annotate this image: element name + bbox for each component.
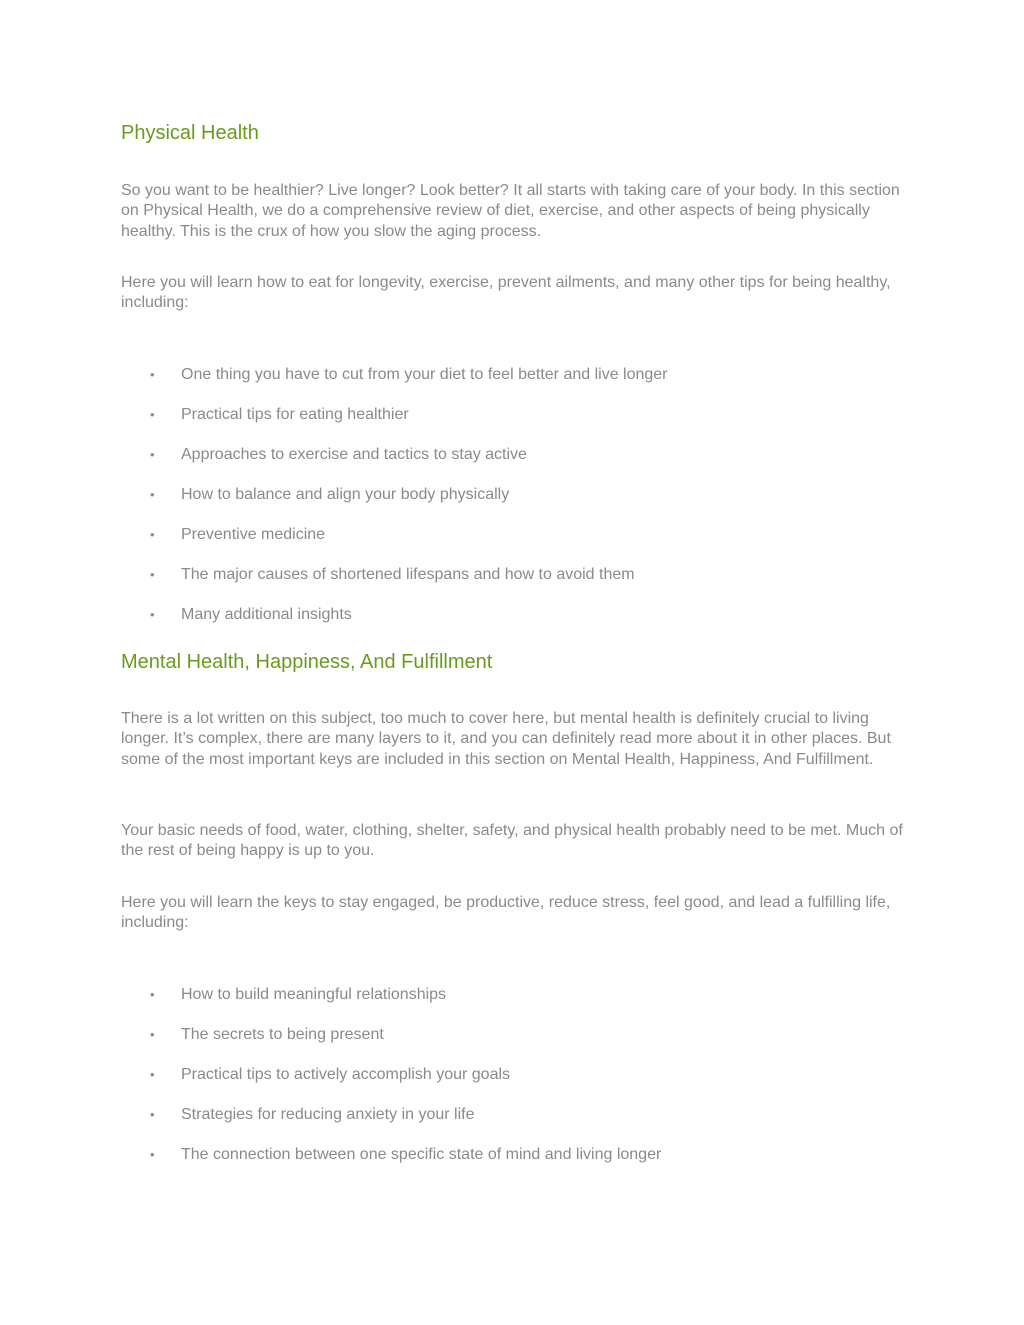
paragraph-physical-learn: Here you will learn how to eat for longevity, exercise, prevent ailments, and many other tips for being healthy, including: bbox=[121, 274, 891, 312]
list-item-label: The major causes of shortened lifespans and how to avoid them bbox=[181, 566, 635, 583]
list-item bbox=[121, 1105, 911, 1145]
list-item bbox=[121, 605, 911, 645]
bullet-icon: • bbox=[150, 1067, 155, 1082]
bullet-icon: • bbox=[150, 487, 155, 502]
paragraph-mental-needs: Your basic needs of food, water, clothing, shelter, safety, and physical health probably need to be met. Much of the rest of being happy is up to you. bbox=[121, 822, 903, 860]
bullet-icon: • bbox=[150, 1107, 155, 1122]
list-item-label: Strategies for reducing anxiety in your life bbox=[181, 1106, 475, 1123]
section-heading-mental-health: Mental Health, Happiness, And Fulfillment bbox=[121, 651, 493, 673]
list-item bbox=[121, 445, 911, 485]
section-heading-physical-health: Physical Health bbox=[121, 122, 259, 144]
bullet-icon: • bbox=[150, 367, 155, 382]
bullet-icon: • bbox=[150, 1027, 155, 1042]
list-item bbox=[121, 985, 911, 1025]
list-item-label: Practical tips to actively accomplish your goals bbox=[181, 1066, 511, 1083]
paragraph-mental-learn: Here you will learn the keys to stay engaged, be productive, reduce stress, feel good, and lead a fulfilling life, including: bbox=[121, 894, 891, 932]
list-item-label: Practical tips for eating healthier bbox=[181, 406, 409, 423]
bullet-icon: • bbox=[150, 527, 155, 542]
list-item bbox=[121, 485, 911, 525]
list-item bbox=[121, 405, 911, 445]
list-item bbox=[121, 1145, 911, 1185]
bullet-icon: • bbox=[150, 607, 155, 622]
bullet-icon: • bbox=[150, 447, 155, 462]
list-item-label: Many additional insights bbox=[181, 606, 352, 623]
list-item-label: Approaches to exercise and tactics to stay active bbox=[181, 446, 527, 463]
list-item-label: Preventive medicine bbox=[181, 526, 326, 543]
list-item-label: The secrets to being present bbox=[181, 1026, 384, 1043]
list-item bbox=[121, 525, 911, 565]
list-item-label: How to build meaningful relationships bbox=[181, 986, 447, 1003]
list-item-label: The connection between one specific state of mind and living longer bbox=[181, 1146, 662, 1163]
bullet-icon: • bbox=[150, 987, 155, 1002]
bullet-list-mental bbox=[121, 985, 911, 1185]
list-item-label: One thing you have to cut from your diet to feel better and live longer bbox=[181, 366, 668, 383]
list-item-label: How to balance and align your body physically bbox=[181, 486, 510, 503]
list-item bbox=[121, 1025, 911, 1065]
paragraph-physical-intro: So you want to be healthier? Live longer? Look better? It all starts with taking care of your body. In this section on Physical Health, we do a comprehensive review of diet, exercise, and other aspects of being physically healthy. This is the crux of how you slow the aging process. bbox=[121, 182, 900, 240]
bullet-icon: • bbox=[150, 407, 155, 422]
bullet-icon: • bbox=[150, 1147, 155, 1162]
list-item bbox=[121, 565, 911, 605]
paragraph-mental-intro: There is a lot written on this subject, too much to cover here, but mental health is definitely crucial to living longer. It’s complex, there are many layers to it, and you can definitely read more about it in other places. But some of the most important keys are included in this section on Mental Health, Happiness, And Fulfillment. bbox=[121, 710, 891, 768]
list-item bbox=[121, 1065, 911, 1105]
bullet-icon: • bbox=[150, 567, 155, 582]
list-item bbox=[121, 365, 911, 405]
bullet-list-physical bbox=[121, 365, 911, 645]
